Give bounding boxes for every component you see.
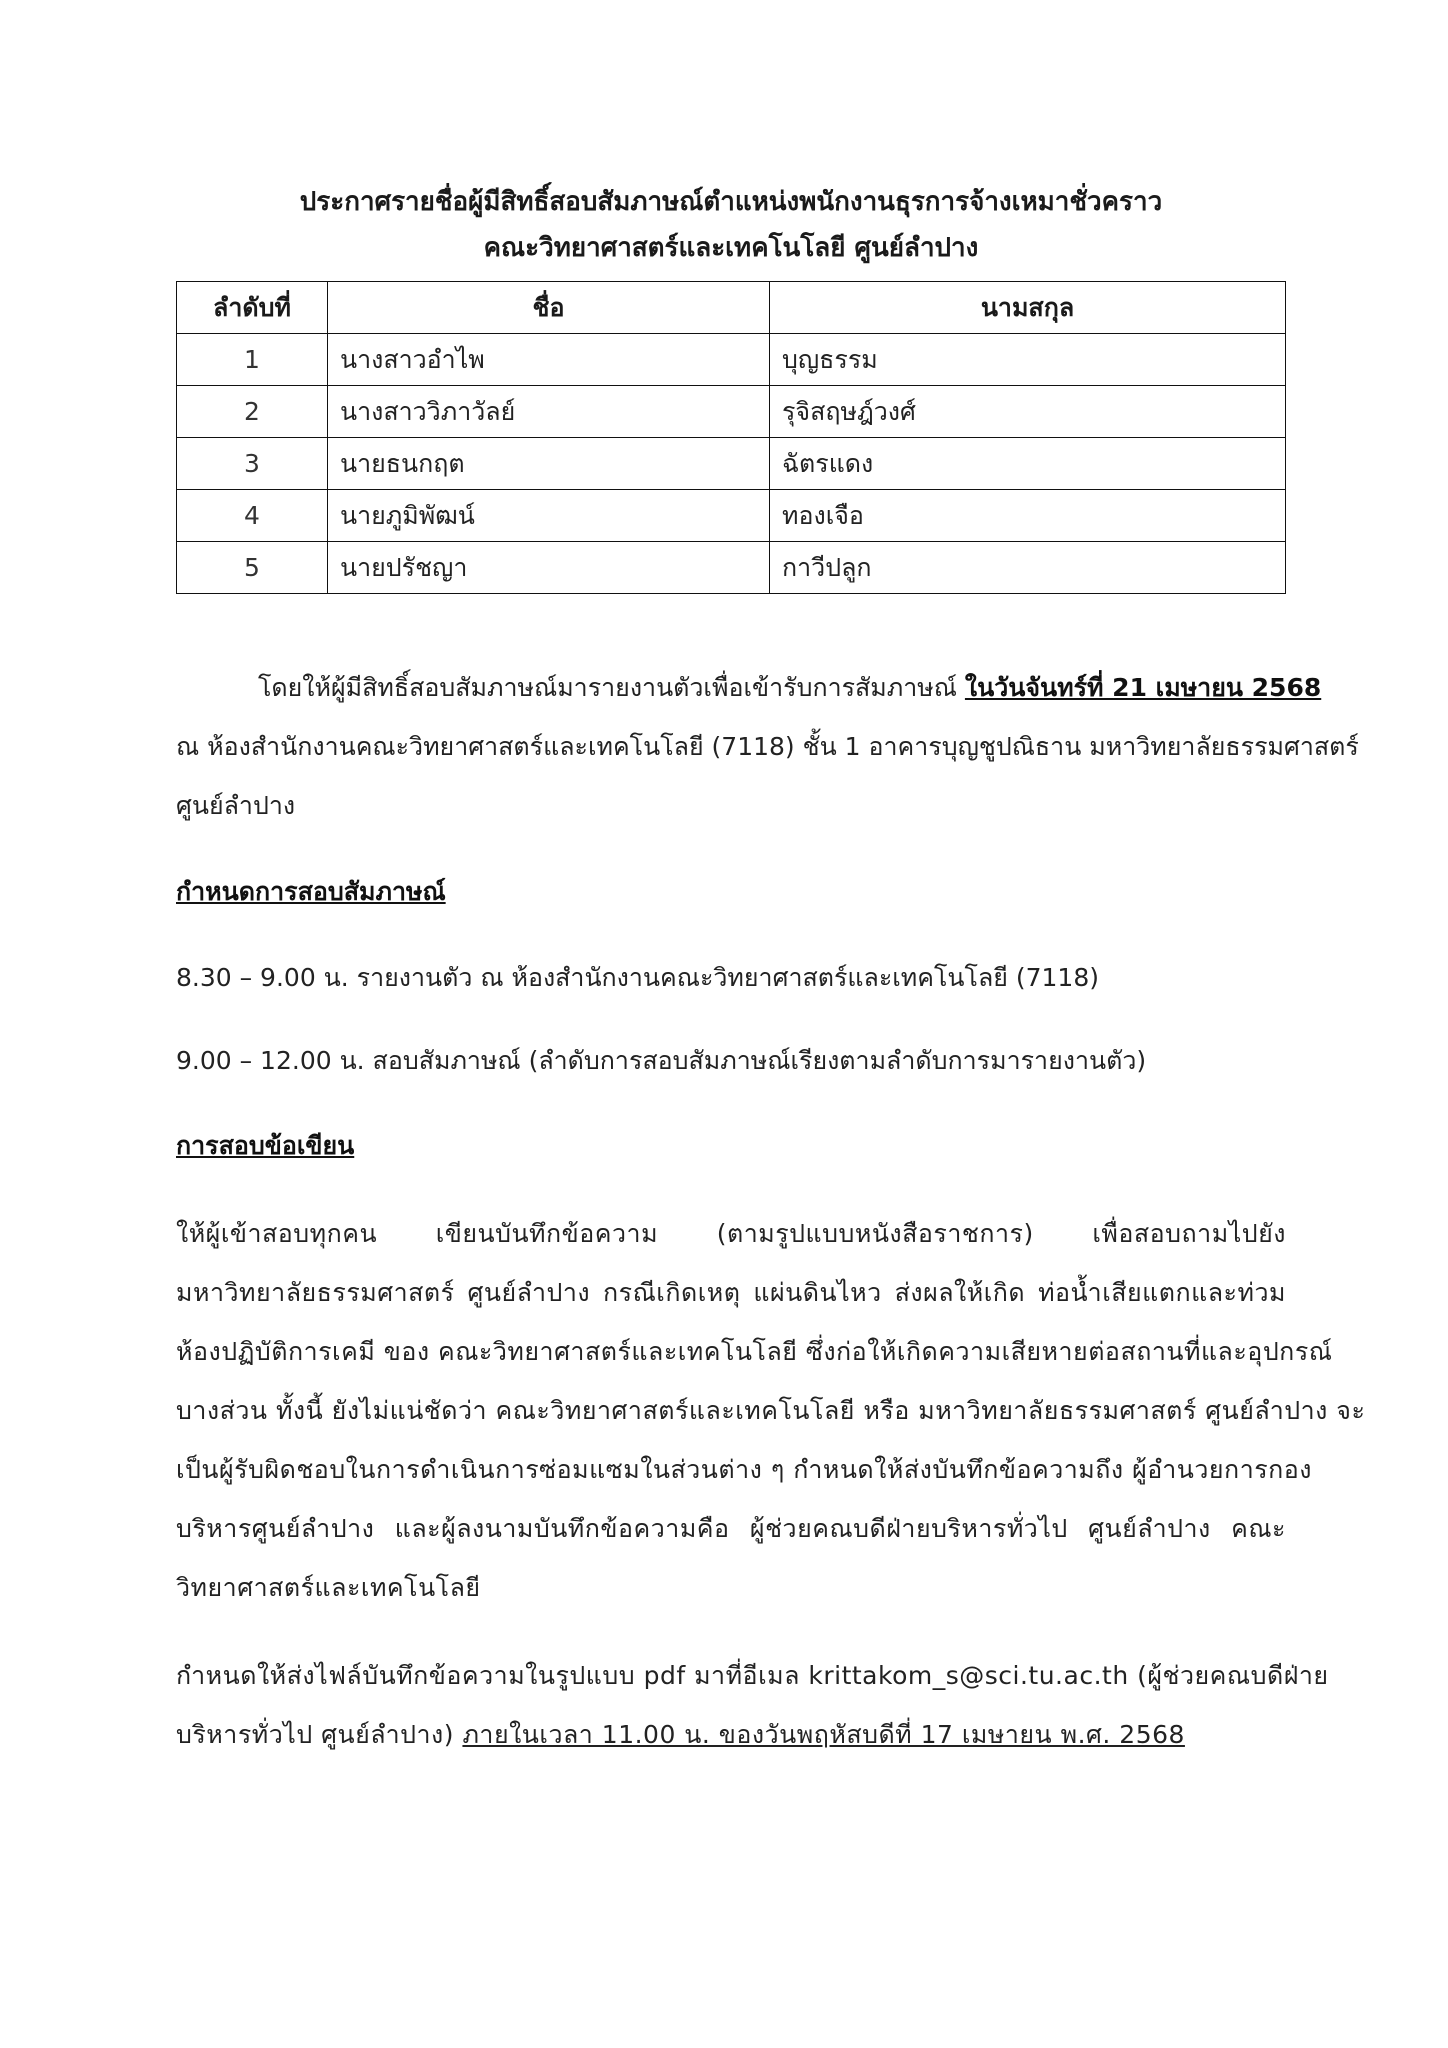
cell-surname: ทองเจือ xyxy=(770,490,1286,542)
paragraph-line: วิทยาศาสตร์และเทคโนโลยี xyxy=(176,1573,481,1602)
table-row xyxy=(177,542,1286,594)
paragraph-line: บริหารศูนย์ลำปาง และผู้ลงนามบันทึกข้อความคือ ผู้ช่วยคณบดีฝ่ายบริหารทั่วไป ศูนย์ลำปาง คณะ xyxy=(176,1514,1286,1543)
paragraph-line: เป็นผู้รับผิดชอบในการดำเนินการซ่อมแซมในส่วนต่าง ๆ กำหนดให้ส่งบันทึกข้อความถึง ผู้อำนวยการกอง xyxy=(176,1455,1313,1484)
cell-surname: ฉัตรแดง xyxy=(770,438,1286,490)
submission-paragraph xyxy=(176,1646,1329,1764)
cell-order: 2 xyxy=(177,386,328,438)
table-row xyxy=(177,386,1286,438)
candidate-table xyxy=(176,281,1286,594)
table-header-row xyxy=(177,282,1286,334)
cell-order: 1 xyxy=(177,334,328,386)
header-surname: นามสกุล xyxy=(770,282,1286,334)
announcement-title: ประกาศรายชื่อผู้มีสิทธิ์สอบสัมภาษณ์ตำแหน่งพนักงานธุรการจ้างเหมาชั่วคราว xyxy=(299,187,1163,217)
submission-deadline: ภายในเวลา 11.00 น. ของวันพฤหัสบดีที่ 17 เมษายน พ.ศ. 2568 xyxy=(462,1720,1185,1749)
intro-paragraph xyxy=(176,658,1359,835)
paragraph-line: บางส่วน ทั้งนี้ ยังไม่แน่ชัดว่า คณะวิทยาศาสตร์และเทคโนโลยี หรือ มหาวิทยาลัยธรรมศาสตร์ ศูนย์ลำปาง จะ xyxy=(176,1396,1366,1425)
paragraph-line: ให้ผู้เข้าสอบทุกคน เขียนบันทึกข้อความ (ตามรูปแบบหนังสือราชการ) เพื่อสอบถามไปยัง xyxy=(176,1219,1286,1248)
cell-order: 3 xyxy=(177,438,328,490)
interview-schedule-heading: กำหนดการสอบสัมภาษณ์ xyxy=(176,877,446,906)
intro-text: โดยให้ผู้มีสิทธิ์สอบสัมภาษณ์มารายงานตัวเพื่อเข้ารับการสัมภาษณ์ xyxy=(258,673,965,702)
cell-order: 4 xyxy=(177,490,328,542)
cell-name: นายธนกฤต xyxy=(328,438,770,490)
submission-text: บริหารทั่วไป ศูนย์ลำปาง) xyxy=(176,1720,463,1749)
announcement-subtitle: คณะวิทยาศาสตร์และเทคโนโลยี ศูนย์ลำปาง xyxy=(483,233,979,263)
schedule-item: 8.30 – 9.00 น. รายงานตัว ณ ห้องสำนักงานคณะวิทยาศาสตร์และเทคโนโลยี (7118) xyxy=(176,963,1099,992)
paragraph-line: มหาวิทยาลัยธรรมศาสตร์ ศูนย์ลำปาง กรณีเกิดเหตุ แผ่นดินไหว ส่งผลให้เกิด ท่อน้ำเสียแตกและท่วม xyxy=(176,1278,1286,1307)
cell-name: นางสาวอำไพ xyxy=(328,334,770,386)
submission-line xyxy=(176,1705,1286,1764)
interview-date: ในวันจันทร์ที่ 21 เมษายน 2568 xyxy=(964,673,1322,702)
cell-surname: บุญธรรม xyxy=(770,334,1286,386)
table-row xyxy=(177,490,1286,542)
cell-surname: กาวีปลูก xyxy=(770,542,1286,594)
cell-name: นางสาววิภาวัลย์ xyxy=(328,386,770,438)
written-exam-paragraph xyxy=(176,1204,1366,1617)
intro-line: ศูนย์ลำปาง xyxy=(176,791,296,820)
table-row xyxy=(177,438,1286,490)
table-row xyxy=(177,334,1286,386)
paragraph-line: ห้องปฏิบัติการเคมี ของ คณะวิทยาศาสตร์และเทคโนโลยี ซึ่งก่อให้เกิดความเสียหายต่อสถานที่และอุปกรณ์ xyxy=(176,1337,1333,1366)
cell-surname: รุจิสฤษฎ์วงศ์ xyxy=(770,386,1286,438)
intro-line: ณ ห้องสำนักงานคณะวิทยาศาสตร์และเทคโนโลยี (7118) ชั้น 1 อาคารบุญชูปณิธาน มหาวิทยาลัยธรรมศาสตร์ xyxy=(176,732,1359,761)
header-name: ชื่อ xyxy=(328,282,770,334)
cell-name: นายภูมิพัฒน์ xyxy=(328,490,770,542)
cell-order: 5 xyxy=(177,542,328,594)
schedule-item: 9.00 – 12.00 น. สอบสัมภาษณ์ (ลำดับการสอบสัมภาษณ์เรียงตามลำดับการมารายงานตัว) xyxy=(176,1046,1147,1075)
submission-line: กำหนดให้ส่งไฟล์บันทึกข้อความในรูปแบบ pdf มาที่อีเมล krittakom_s@sci.tu.ac.th (ผู้ช่วยคณบดีฝ่าย xyxy=(176,1661,1329,1690)
intro-line xyxy=(176,658,1322,717)
header-order: ลำดับที่ xyxy=(177,282,328,334)
written-exam-heading: การสอบข้อเขียน xyxy=(176,1131,355,1160)
cell-name: นายปรัชญา xyxy=(328,542,770,594)
